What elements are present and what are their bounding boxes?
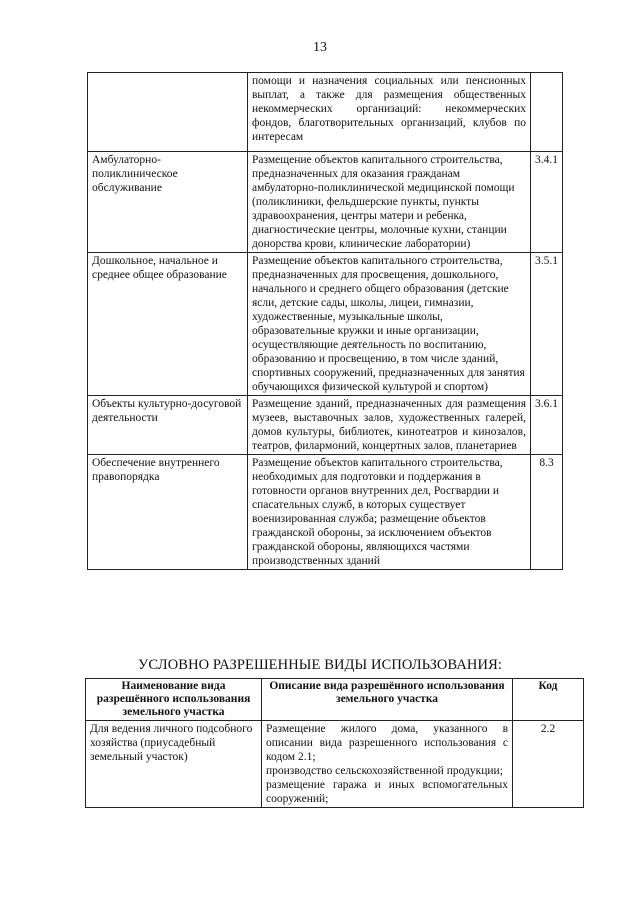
use-code-cell (531, 73, 563, 152)
use-name-cell: Амбулаторно-поликлиническое обслуживание (88, 152, 248, 253)
column-header-name: Наименование вида разрешённого использования земельного участка (86, 679, 262, 721)
use-code-cell: 3.6.1 (531, 396, 563, 455)
use-name-cell: Дошкольное, начальное и среднее общее образование (88, 253, 248, 396)
use-description-cell: помощи и назначения социальных или пенсионных выплат, а также для размещения общественных некоммерческих организаций: некоммерческих фондов, благотворительных организаций, клубов по интересам (248, 73, 531, 152)
column-header-code: Код (513, 679, 584, 721)
use-name-cell: Объекты культурно-досуговой деятельности (88, 396, 248, 455)
use-description-cell: Размещение объектов капитального строительства, необходимых для подготовки и поддержания в готовности органов внутренних дел, Росгвардии и спасательных служб, в которых существует военизированная служба; размещение объектов гражданской обороны, за исключением объектов гражданской обороны, являющихся частями производственных зданий (248, 455, 531, 570)
section-heading: УСЛОВНО РАЗРЕШЕННЫЕ ВИДЫ ИСПОЛЬЗОВАНИЯ: (138, 657, 502, 673)
use-code-cell: 8.3 (531, 455, 563, 570)
table-row (86, 721, 584, 808)
use-code-cell: 3.5.1 (531, 253, 563, 396)
use-name-cell (88, 73, 248, 152)
table-header-row (86, 679, 584, 721)
use-description-cell (262, 721, 513, 808)
use-code-cell: 3.4.1 (531, 152, 563, 253)
page-number: 13 (313, 40, 327, 55)
use-name-cell: Для ведения личного подсобного хозяйства (приусадебный земельный участок) (86, 721, 262, 808)
description-line: производство сельскохозяйственной продукции; (266, 765, 503, 777)
use-code-cell: 2.2 (513, 721, 584, 808)
use-description-cell: Размещение зданий, предназначенных для размещения музеев, выставочных залов, художественных галерей, домов культуры, библиотек, кинотеатров и кинозалов, театров, филармоний, концертных залов, планетариев (248, 396, 531, 455)
use-description-cell: Размещение объектов капитального строительства, предназначенных для просвещения, дошкольного, начального и среднего общего образования (детские ясли, детские сады, школы, лицеи, гимназии, художественные, музыкальные школы, образовательные кружки и иные организации, осуществляющие деятельность по воспитанию, образованию и просвещению, в том числе зданий, спортивных сооружений, предназначенных для занятия обучающихся физической культурой и спортом) (248, 253, 531, 396)
table-row (88, 396, 563, 455)
table-row (88, 455, 563, 570)
table-row (88, 253, 563, 396)
conditional-uses-table (85, 678, 584, 808)
table-row (88, 152, 563, 253)
description-line: размещение гаража и иных вспомогательных сооружений; (266, 779, 508, 805)
description-line: Размещение жилого дома, указанного в описании вида разрешенного использования с кодом 2.1; (266, 723, 508, 763)
permitted-uses-table (87, 72, 563, 570)
column-header-description: Описание вида разрешённого использования земельного участка (262, 679, 513, 721)
use-name-cell: Обеспечение внутреннего правопорядка (88, 455, 248, 570)
table-row (88, 73, 563, 152)
use-description-cell: Размещение объектов капитального строительства, предназначенных для оказания гражданам амбулаторно-поликлинической медицинской помощи (поликлиники, фельдшерские пункты, пункты здравоохранения, центры матери и ребенка, диагностические центры, молочные кухни, станции донорства крови, клинические лаборатории) (248, 152, 531, 253)
